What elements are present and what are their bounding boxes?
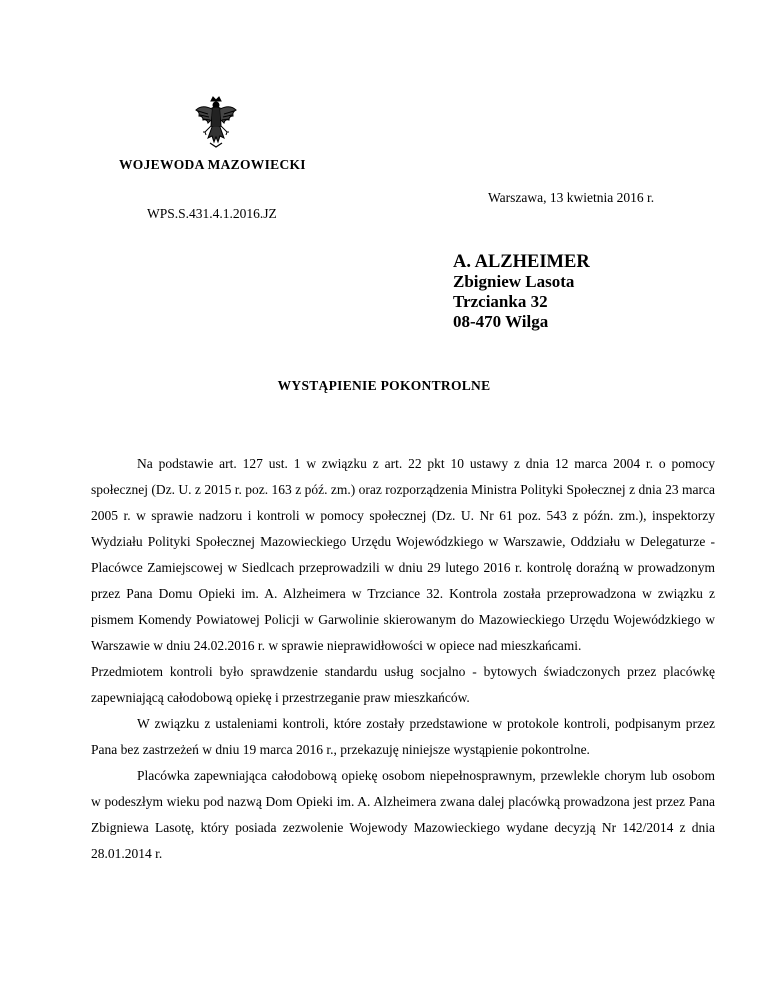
addressee-city: 08-470 Wilga: [453, 312, 549, 331]
place-and-date: Warszawa, 13 kwietnia 2016 r.: [488, 190, 655, 205]
paragraph: Przedmiotem kontroli było sprawdzenie standardu usług socjalno - bytowych świadczonych przez placówkę zapewniającą całodobową opiekę i przestrzeganie praw mieszkańców.: [91, 664, 715, 705]
reference-number: WPS.S.431.4.1.2016.JZ: [147, 206, 277, 221]
addressee-name: A. ALZHEIMER: [453, 252, 590, 272]
addressee-block: [453, 252, 590, 332]
paragraph: W związku z ustaleniami kontroli, które zostały przedstawione w protokole kontroli, podpisanym przez Pana bez zastrzeżeń w dniu 19 marca 2016 r., przekazuję niniejsze wystąpienie pokontrolne.: [91, 716, 715, 757]
document-body: [91, 451, 715, 867]
polish-eagle-emblem-icon: [194, 96, 238, 150]
addressee-person: Zbigniew Lasota: [453, 272, 575, 291]
document-title: WYSTĄPIENIE POKONTROLNE: [277, 378, 491, 393]
paragraph: Na podstawie art. 127 ust. 1 w związku z art. 22 pkt 10 ustawy z dnia 12 marca 2004 r. o pomocy społecznej (Dz. U. z 2015 r. poz. 163 z póź. zm.) oraz rozporządzenia Ministra Polityki Społecznej z dnia 23 marca 2005 r. w sprawie nadzoru i kontroli w pomocy społecznej (Dz. U. Nr 61 poz. 543 z późn. zm.), inspektorzy Wydziału Polityki Społecznej Mazowieckiego Urzędu Wojewódzkiego w Warszawie, Oddziału w Delegaturze - Placówce Zamiejscowej w Siedlcach przeprowadzili w dniu 29 lutego 2016 r. kontrolę doraźną w prowadzonym przez Pana Domu Opieki im. A. Alzheimera w Trzciance 32. Kontrola została przeprowadzona w związku z pismem Komendy Powiatowej Policji w Garwolinie skierowanym do Mazowieckiego Urzędu Wojewódzkiego w Warszawie w dniu 24.02.2016 r. w sprawie nieprawidłowości w opiece nad mieszkańcami.: [91, 456, 715, 653]
addressee-street: Trzcianka 32: [453, 292, 548, 311]
paragraph: Placówka zapewniająca całodobową opiekę osobom niepełnosprawnym, przewlekle chorym lub osobom w podeszłym wieku pod nazwą Dom Opieki im. A. Alzheimera zwana dalej placówką prowadzona jest przez Pana Zbigniewa Lasotę, który posiada zezwolenie Wojewody Mazowieckiego wydane decyzją Nr 142/2014 z dnia 28.01.2014 r.: [91, 768, 715, 861]
issuer-name: WOJEWODA MAZOWIECKI: [119, 157, 306, 172]
